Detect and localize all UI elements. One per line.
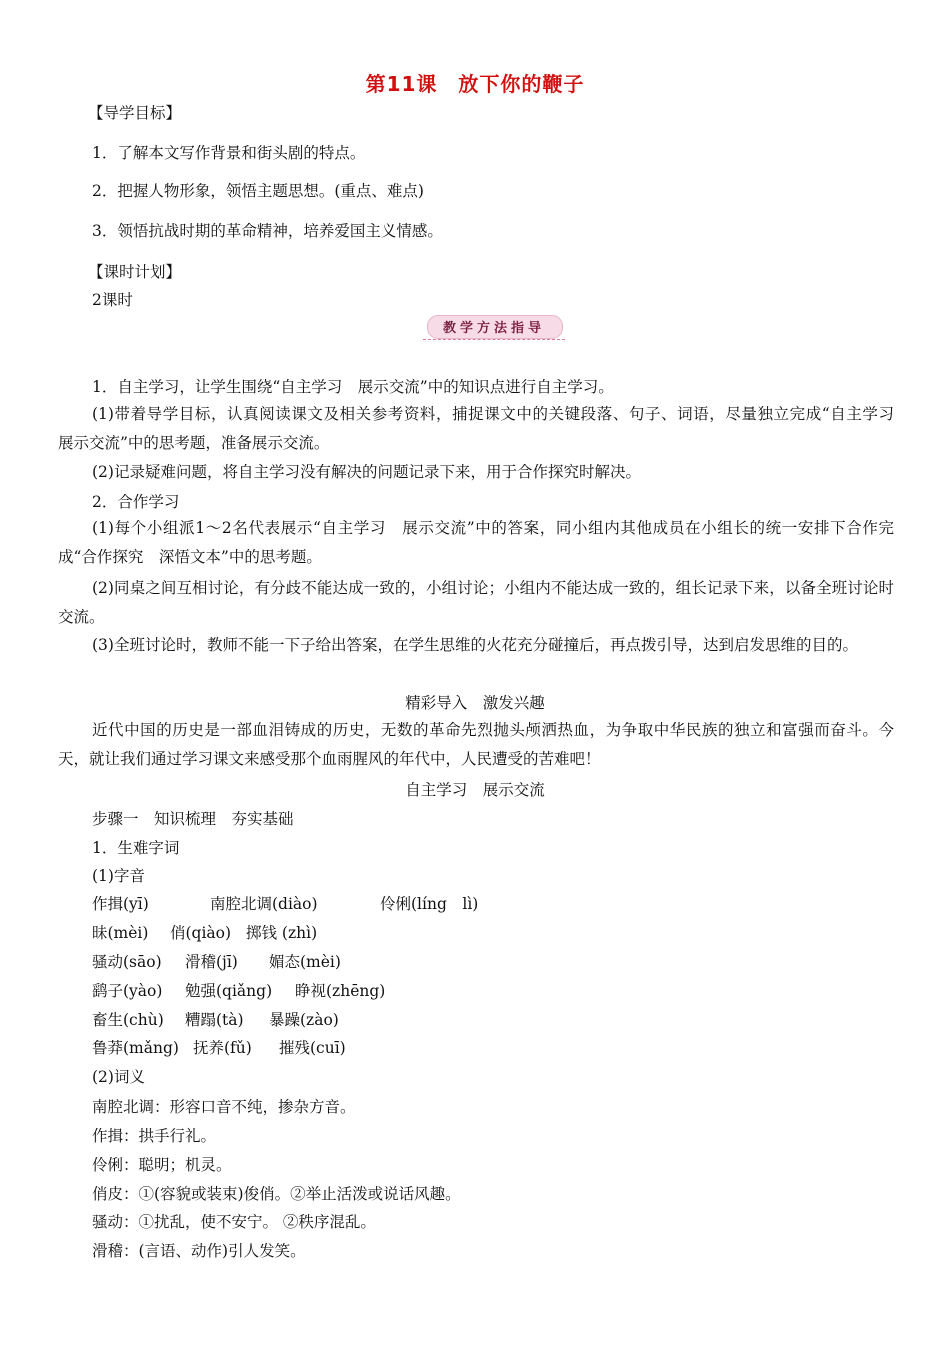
step-one: 步骤一 知识梳理 夯实基础 bbox=[92, 810, 294, 828]
pron-item: 鹞子(yào) bbox=[92, 982, 163, 1000]
goals-heading: 【导学目标】 bbox=[88, 104, 182, 122]
pron-item: 暴躁(zào) bbox=[269, 1011, 339, 1029]
goal-item-3: 3．领悟抗战时期的革命精神，培养爱国主义情感。 bbox=[92, 222, 443, 240]
pron-item: 糟蹋(tà) bbox=[185, 1011, 244, 1029]
pron-item: 伶俐(líng lì) bbox=[380, 895, 479, 913]
pron-row-4 bbox=[92, 981, 385, 1001]
pron-item: 滑稽(jī) bbox=[185, 953, 238, 971]
method-p2c: (3)全班讨论时，教师不能一下子给出答案，在学生思维的火花充分碰撞后，再点拨引导，达到启发思维的目的。 bbox=[92, 636, 858, 654]
plan-heading: 【课时计划】 bbox=[88, 263, 182, 281]
pron-item: 作揖(yī) bbox=[92, 895, 149, 913]
pron-item: 畜生(chù) bbox=[92, 1011, 164, 1029]
pron-item: 睁视(zhēng) bbox=[295, 982, 386, 1000]
pron-item: 昧(mèi) bbox=[92, 924, 149, 942]
pron-item: 掷钱 (zhì) bbox=[246, 924, 318, 942]
pron-item: 勉强(qiǎng) bbox=[185, 982, 273, 1000]
method-p2b: (2)同桌之间互相讨论，有分歧不能达成一致的，小组讨论；小组内不能达成一致的，组长记录下来，以备全班讨论时交流。 bbox=[58, 579, 894, 626]
self-heading: 自主学习 展示交流 bbox=[405, 781, 545, 799]
pronunciation-heading: (1)字音 bbox=[92, 867, 145, 885]
banner-text: 教学方法指导 bbox=[442, 321, 545, 336]
pron-item: 南腔北调(diào) bbox=[210, 895, 318, 913]
pron-row-1 bbox=[92, 894, 478, 914]
definition-1: 南腔北调：形容口音不纯，掺杂方音。 bbox=[92, 1098, 356, 1116]
intro-heading: 精彩导入 激发兴趣 bbox=[405, 694, 545, 712]
pron-row-5 bbox=[92, 1010, 339, 1030]
pron-item: 鲁莽(mǎng) bbox=[92, 1039, 179, 1057]
method-p1: 1．自主学习，让学生围绕“自主学习 展示交流”中的知识点进行自主学习。 bbox=[92, 378, 614, 396]
definition-4: 俏皮：①(容貌或装束)俊俏。②举止活泼或说话风趣。 bbox=[92, 1185, 461, 1203]
pron-row-3 bbox=[92, 952, 341, 972]
method-p2: 2．合作学习 bbox=[92, 493, 180, 511]
page-title: 第11课 放下你的鞭子 bbox=[365, 72, 585, 96]
method-p2a: (1)每个小组派1～2名代表展示“自主学习 展示交流”中的答案，同小组内其他成员在小组长的统一安排下合作完成“合作探究 深悟文本”中的思考题。 bbox=[58, 519, 894, 566]
meaning-heading: (2)词义 bbox=[92, 1068, 145, 1086]
intro-text: 近代中国的历史是一部血泪铸成的历史，无数的革命先烈抛头颅洒热血，为争取中华民族的独立和富强而奋斗。今天，就让我们通过学习课文来感受那个血雨腥风的年代中，人民遭受的苦难吧！ bbox=[58, 721, 894, 768]
pron-item: 骚动(sāo) bbox=[92, 953, 162, 971]
pron-row-6 bbox=[92, 1038, 346, 1058]
pron-item: 抚养(fǔ) bbox=[193, 1039, 252, 1057]
pron-item: 俏(qiào) bbox=[170, 924, 232, 942]
definition-3: 伶俐：聪明；机灵。 bbox=[92, 1156, 232, 1174]
vocab-heading: 1．生难字词 bbox=[92, 839, 180, 857]
pron-row-2 bbox=[92, 923, 317, 943]
plan-value: 2课时 bbox=[92, 291, 133, 309]
definition-5: 骚动：①扰乱，使不安宁。 ②秩序混乱。 bbox=[92, 1213, 376, 1231]
pron-item: 媚态(mèi) bbox=[269, 953, 341, 971]
banner-divider bbox=[423, 339, 565, 340]
goal-item-2: 2．把握人物形象，领悟主题思想。(重点、难点) bbox=[92, 182, 424, 200]
method-p1a: (1)带着导学目标，认真阅读课文及相关参考资料，捕捉课文中的关键段落、句子、词语，尽量独立完成“自主学习 展示交流”中的思考题，准备展示交流。 bbox=[58, 405, 910, 452]
goal-item-1: 1．了解本文写作背景和街头剧的特点。 bbox=[92, 144, 366, 162]
pron-item: 摧残(cuī) bbox=[279, 1039, 346, 1057]
definition-2: 作揖：拱手行礼。 bbox=[92, 1127, 217, 1145]
method-p1b: (2)记录疑难问题，将自主学习没有解决的问题记录下来，用于合作探究时解决。 bbox=[92, 463, 641, 481]
method-banner bbox=[423, 315, 565, 341]
definition-6: 滑稽：(言语、动作)引人发笑。 bbox=[92, 1242, 306, 1260]
